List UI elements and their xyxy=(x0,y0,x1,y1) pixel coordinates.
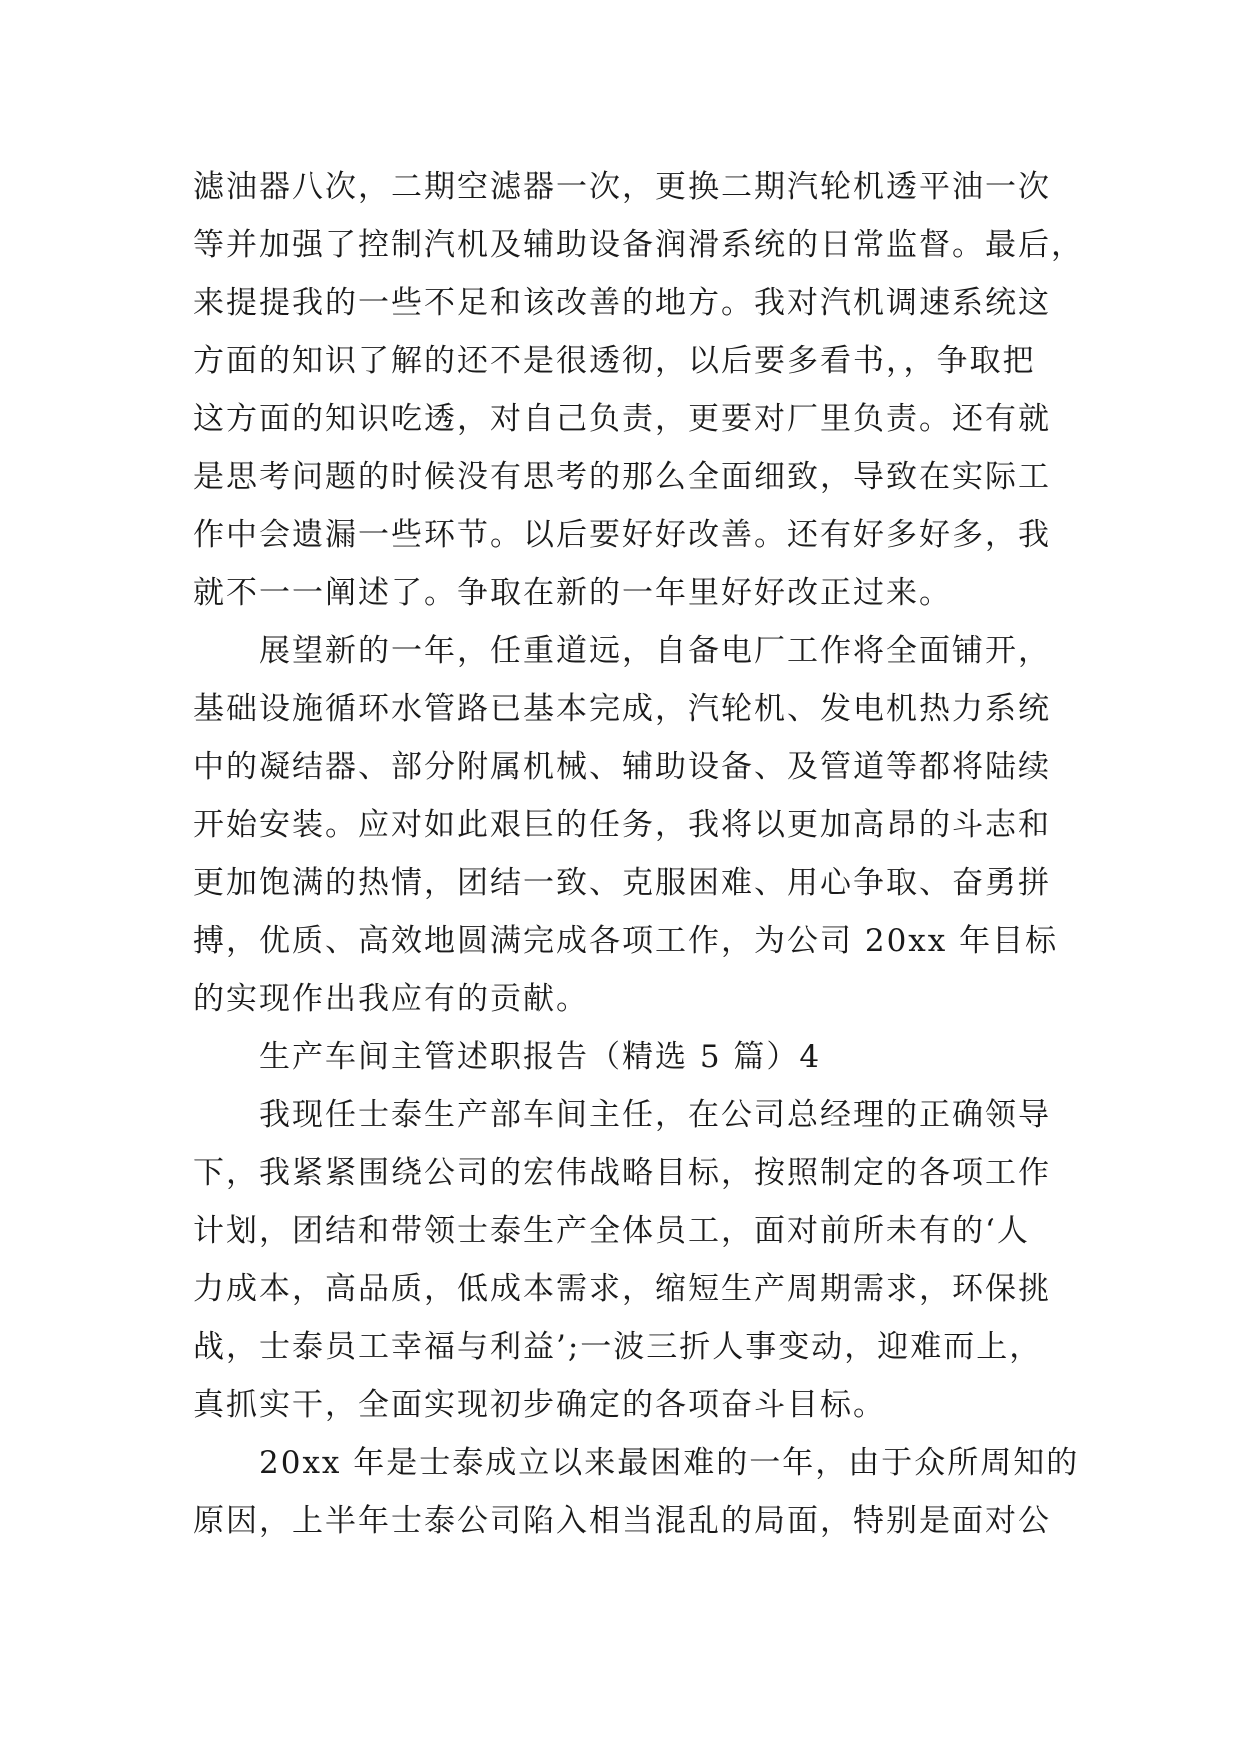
text-line: 是思考问题的时候没有思考的那么全面细致，导致在实际工 xyxy=(193,459,1051,495)
text-line: 滤油器八次，二期空滤器一次，更换二期汽轮机透平油一次 xyxy=(193,169,1051,205)
text-line: 就不一一阐述了。争取在新的一年里好好改正过来。 xyxy=(193,575,952,611)
paragraph-start-line: 展望新的一年，任重道远，自备电厂工作将全面铺开， xyxy=(259,633,1051,669)
text-line: 更加饱满的热情，团结一致、克服困难、用心争取、奋勇拼 xyxy=(193,865,1051,901)
text-line: 下，我紧紧围绕公司的宏伟战略目标，按照制定的各项工作 xyxy=(193,1155,1051,1191)
text-line: 作中会遗漏一些环节。以后要好好改善。还有好多好多，我 xyxy=(193,517,1051,553)
text-line: 开始安装。应对如此艰巨的任务，我将以更加高昂的斗志和 xyxy=(193,807,1051,843)
text-line: 基础设施循环水管路已基本完成，汽轮机、发电机热力系统 xyxy=(193,691,1051,727)
body-text xyxy=(193,158,1093,1550)
paragraph-start-line: 我现任士泰生产部车间主任，在公司总经理的正确领导 xyxy=(259,1097,1051,1133)
text-line: 中的凝结器、部分附属机械、辅助设备、及管道等都将陆续 xyxy=(193,749,1051,785)
text-line: 等并加强了控制汽机及辅助设备润滑系统的日常监督。最后， xyxy=(193,227,1084,263)
text-line: 来提提我的一些不足和该改善的地方。我对汽机调速系统这 xyxy=(193,285,1051,321)
text-line: 方面的知识了解的还不是很透彻，以后要多看书，，争取把 xyxy=(193,343,1036,379)
text-line: 计划，团结和带领士泰生产全体员工，面对前所未有的‘人 xyxy=(193,1213,1030,1249)
paragraph-start-line: 20xx 年是士泰成立以来最困难的一年，由于众所周知的 xyxy=(259,1445,1080,1481)
text-line: 这方面的知识吃透，对自己负责，更要对厂里负责。还有就 xyxy=(193,401,1051,437)
text-line: 力成本，高品质，低成本需求，缩短生产周期需求，环保挑 xyxy=(193,1271,1051,1307)
text-line: 的实现作出我应有的贡献。 xyxy=(193,981,589,1017)
text-line: 战，士泰员工幸福与利益’;一波三折人事变动，迎难而上， xyxy=(193,1329,1043,1365)
text-line: 真抓实干，全面实现初步确定的各项奋斗目标。 xyxy=(193,1387,886,1423)
text-line: 搏，优质、高效地圆满完成各项工作，为公司 20xx 年目标 xyxy=(193,923,1059,959)
section-heading: 生产车间主管述职报告（精选 5 篇）4 xyxy=(259,1039,822,1075)
text-line: 原因，上半年士泰公司陷入相当混乱的局面，特别是面对公 xyxy=(193,1503,1051,1539)
